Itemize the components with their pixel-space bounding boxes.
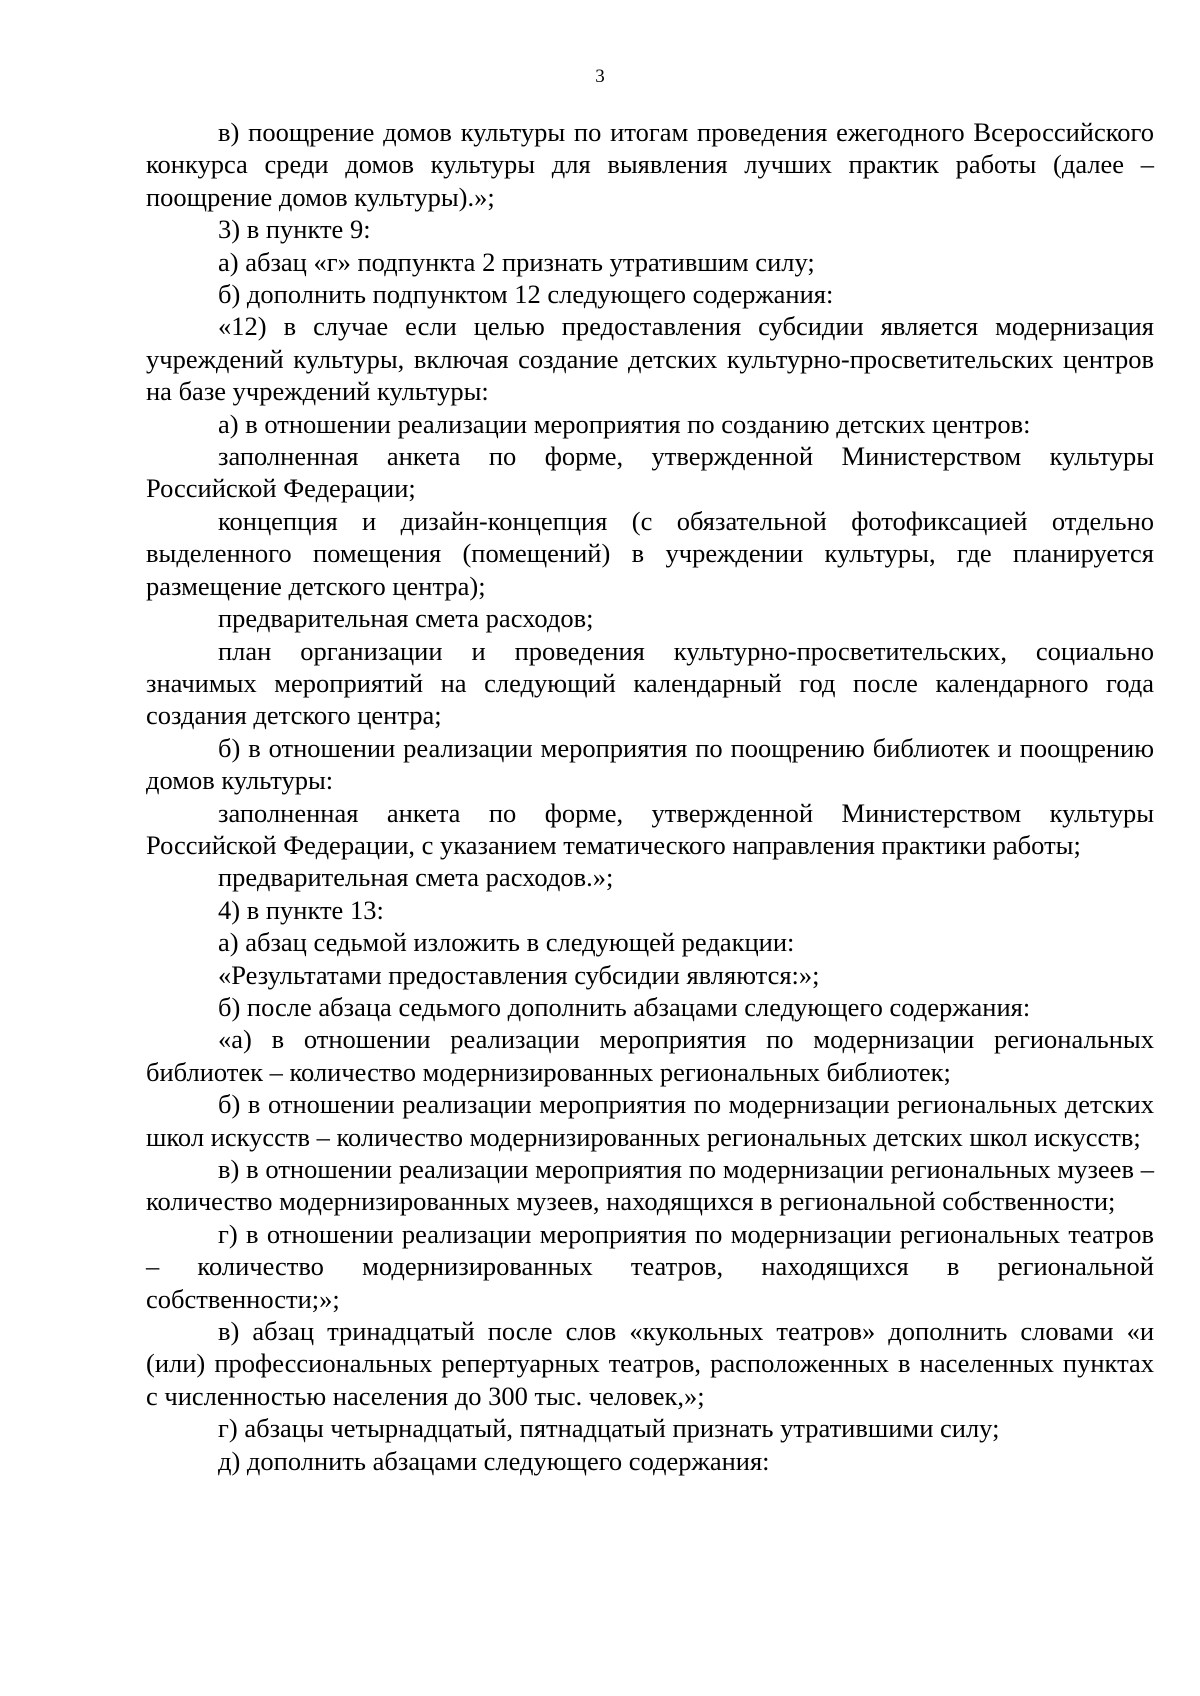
page-number: 3: [595, 66, 605, 87]
paragraph: заполненная анкета по форме, утвержденной Министерством культуры Российской Федерации;: [146, 441, 1154, 504]
paragraph: б) после абзаца седьмого дополнить абзацами следующего содержания:: [218, 991, 1031, 1022]
paragraph: «а) в отношении реализации мероприятия по модернизации региональных библиотек – количество модернизированных региональных библиотек;: [146, 1024, 1154, 1087]
paragraph: в) поощрение домов культуры по итогам проведения ежегодного Всероссийского конкурса среди домов культуры для выявления лучших практик работы (далее – поощрение домов культуры).»;: [146, 117, 1154, 212]
paragraph: а) абзац «г» подпункта 2 признать утратившим силу;: [218, 246, 815, 277]
paragraph: д) дополнить абзацами следующего содержания:: [218, 1445, 770, 1476]
paragraph: б) в отношении реализации мероприятия по поощрению библиотек и поощрению домов культуры:: [146, 732, 1154, 796]
paragraph: 3) в пункте 9:: [218, 214, 371, 245]
paragraph: а) в отношении реализации мероприятия по созданию детских центров:: [218, 408, 1031, 439]
paragraph: заполненная анкета по форме, утвержденной Министерством культуры Российской Федерации, с указанием тематического направления практики работы;: [146, 797, 1154, 860]
paragraph: «12) в случае если целью предоставления субсидии является модернизация учреждений культуры, включая создание детских культурно-просветительских центров на базе учреждений культуры:: [146, 311, 1154, 407]
paragraph: б) в отношении реализации мероприятия по модернизации региональных детских школ искусств – количество модернизированных региональных детских школ искусств;: [146, 1089, 1154, 1152]
paragraph: 4) в пункте 13:: [218, 894, 384, 925]
paragraph: предварительная смета расходов;: [218, 603, 594, 634]
paragraph: «Результатами предоставления субсидии являются:»;: [218, 959, 820, 990]
paragraph: г) абзацы четырнадцатый, пятнадцатый признать утратившими силу;: [218, 1413, 1000, 1444]
paragraph: в) в отношении реализации мероприятия по модернизации региональных музеев – количество модернизированных музеев, находящихся в региональной собственности;: [146, 1154, 1154, 1217]
paragraph: предварительная смета расходов.»;: [218, 862, 614, 893]
paragraph: план организации и проведения культурно-просветительских, социально значимых мероприятий на следующий календарный год после календарного года создания детского центра;: [146, 635, 1154, 731]
paragraph: в) абзац тринадцатый после слов «кукольных театров» дополнить словами «и (или) профессиональных репертуарных театров, расположенных в населенных пунктах с численностью населения до 300 тыс. человек,»;: [146, 1316, 1154, 1411]
paragraph: концепция и дизайн-концепция (с обязательной фотофиксацией отдельно выделенного помещения (помещений) в учреждении культуры, где планируется размещение детского центра);: [146, 505, 1154, 601]
paragraph: а) абзац седьмой изложить в следующей редакции:: [218, 927, 795, 958]
paragraph: г) в отношении реализации мероприятия по модернизации региональных театров – количество модернизированных театров, находящихся в региональной собственности;»;: [146, 1218, 1154, 1314]
paragraph: б) дополнить подпунктом 12 следующего содержания:: [218, 279, 834, 310]
document-body: [146, 116, 1154, 1477]
